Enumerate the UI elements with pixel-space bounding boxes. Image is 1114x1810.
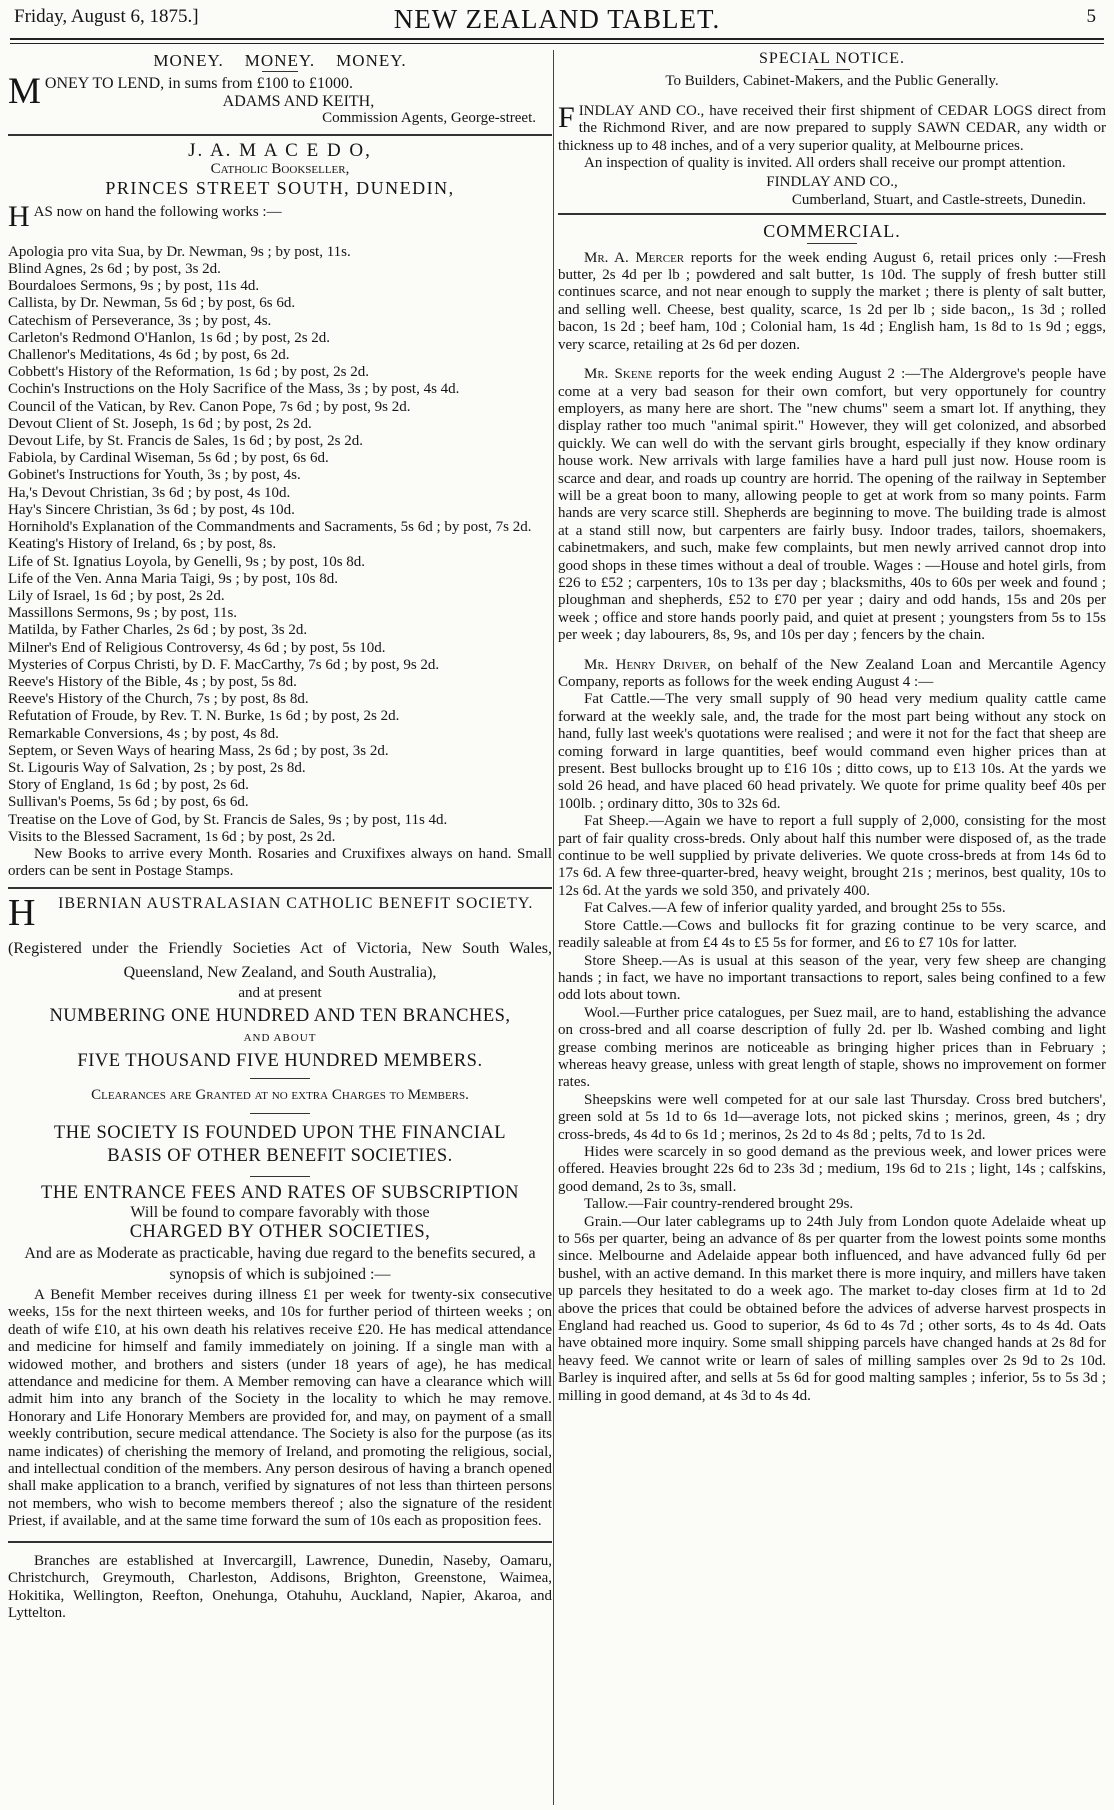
right-column: [558, 50, 1106, 1405]
has-line: [8, 202, 552, 230]
short-rule: [250, 1078, 310, 1079]
book-entry: Reeve's History of the Church, 7s ; by post, 8s 8d.: [8, 691, 309, 708]
section-rule: [8, 134, 552, 136]
special-notice-title: SPECIAL NOTICE.: [759, 50, 905, 67]
book-entry: Hay's Sincere Christian, 3s 6d ; by post, 4s 10d.: [8, 501, 295, 518]
book-entry: Milner's End of Religious Controversy, 4s 6d ; by post, 5s 10d.: [8, 639, 386, 656]
moderate-note: And are as Moderate as practicable, having due regard to the benefits secured, a synopsis of which is subjoined :—: [24, 1245, 536, 1284]
book-entry: Fabiola, by Cardinal Wiseman, 5s 6d ; by post, 6s 6d.: [8, 450, 329, 467]
book-entry: Gobinet's Instructions for Youth, 3s ; by post, 4s.: [8, 467, 301, 484]
numbering-branches: NUMBERING ONE HUNDRED AND TEN BRANCHES,: [49, 1006, 511, 1027]
members-count: FIVE THOUSAND FIVE HUNDRED MEMBERS.: [77, 1050, 483, 1071]
macedo-trade: Catholic Bookseller,: [210, 161, 350, 178]
book-entry: Reeve's History of the Bible, 4s ; by post, 5s 8d.: [8, 673, 297, 690]
and-about: AND ABOUT: [243, 1031, 317, 1044]
money-firm-sub: Commission Agents, George-street.: [322, 110, 536, 127]
book-entry: Refutation of Froude, by Rev. T. N. Burke, 1s 6d ; by post, 2s 2d.: [8, 708, 400, 725]
society-founded: THE SOCIETY IS FOUNDED UPON THE FINANCIAL BASIS OF OTHER BENEFIT SOCIETIES.: [53, 1122, 507, 1166]
book-entry: Sullivan's Poems, 5s 6d ; by post, 6s 6d.: [8, 794, 249, 811]
fat-calves: Fat Calves.—A few of inferior quality yarded, and brought 25s to 55s.: [584, 900, 1006, 917]
findlay-advert: [558, 103, 1106, 155]
short-rule: [807, 243, 857, 244]
findlay-signature: FINDLAY AND CO.,: [766, 174, 898, 191]
book-entry: Visits to the Blessed Sacrament, 1s 6d ; by post, 2s 2d.: [8, 828, 336, 845]
money-firm: ADAMS AND KEITH,: [222, 92, 375, 110]
hibernian-heading: [8, 895, 552, 929]
book-entry: Mysteries of Corpus Christi, by D. F. MacCarthy, 7s 6d ; by post, 9s 2d.: [8, 656, 440, 673]
book-entry: Massillons Sermons, 9s ; by post, 11s.: [8, 605, 238, 622]
left-column: [8, 50, 552, 1622]
findlay-address: Cumberland, Stuart, and Castle-streets, Dunedin.: [791, 191, 1086, 208]
hibernian-title: IBERNIAN AUSTRALASIAN CATHOLIC BENEFIT SOCIETY.: [58, 894, 534, 912]
book-entry: Devout Client of St. Joseph, 1s 6d ; by post, 2s 2d.: [8, 415, 312, 432]
book-entry: Ha,'s Devout Christian, 3s 6d ; by post, 4s 10d.: [8, 484, 291, 501]
and-at-present: and at present: [238, 984, 322, 1001]
money-header: MONEY. MONEY. MONEY.: [153, 51, 407, 70]
grain-report: Grain.—Our later cablegrams up to 24th July from London quote Adelaide wheat up to 56s per quarter, being an advance of 8s per quarter from the lowest points some months since. Melbourne and Adelaide appear both influenced, and have advanced fully 6d per bushel, with an active demand. In this market there is more inquiry, and millers have taken up parcels they hesitated to do a week ago. The market to-day closes firm at 1d to 2d above the prices that could be obtained before the advices of adverse harvest prospects in England had reached us. Good to superior, 4s 6d to 4s 7d ; other sorts, 4s to 4s 4d. Oats have obtained more inquiry. Some small shipping parcels have changed hands at 2s 8d for heavy feed. We cannot write or learn of sales of milling samples over 2s 9d to 2s 10d. Barley is inquired after, and sells at 5s 6d for good malting samples ; inferior, 5s to 5s 3d ; milling in good demand, at 4s 3d to 4s 4d.: [558, 1213, 1106, 1404]
book-entry: Matilda, by Father Charles, 2s 6d ; by post, 3s 2d.: [8, 622, 308, 639]
driver-name: Mr. Henry Driver,: [584, 656, 711, 673]
wool-report: Wool.—Further price catalogues, per Suez mail, are to hand, establishing the advance on cross-bred and all coarse description of fully 2d. per lb. Washed combing and light grease combing merinos are noticeable as bringing higher prices than in February ; whereas heavy grease, unless with great length of staple, shows no improvement on former rates.: [558, 1004, 1106, 1091]
book-entry: Carleton's Redmond O'Hanlon, 1s 6d ; by post, 2s 2d.: [8, 329, 331, 346]
clearances-note: Clearances are Granted at no extra Charges to Members.: [91, 1087, 469, 1104]
money-body: ONEY TO LEND, in sums from £100 to £1000.: [44, 75, 354, 93]
book-entry: Devout Life, by St. Francis de Sales, 1s 6d ; by post, 2s 2d.: [8, 433, 363, 450]
short-rule: [250, 1176, 310, 1177]
book-entry: Blind Agnes, 2s 6d ; by post, 3s 2d.: [8, 261, 221, 278]
fat-cattle: Fat Cattle.—The very small supply of 90 head very medium quality cattle came forward at the weekly sale, and, the trade for the most part being without any stock on hand, fully last week's quotations were realised ; and were it not for the fact that sheep are coming forward in large quantities, beef would command even higher prices than at present. Best bullocks brought up to £16 10s ; ditto cows, up to £13 10s. At the yards we sold 26 head, and have placed 60 head privately. We quote for prime quality beef 40s per 100lb. ; ordinary ditto, 30s to 32s 6d.: [558, 691, 1106, 812]
benefit-text: A Benefit Member receives during illness £1 per week for twenty-six consecutive weeks, 15s for the next thirteen weeks, and 10s for further period of thirteen weeks ; on death of wife £10, at his own death his relatives receive £20. He has medical attendance and medicine for himself and family immediately on joining. If a single man with a widowed mother, and brothers and sisters (under 18 years of age), he has medical attendance and medicine for them. A Member removing can have a clearance which will admit him into any branch of the Society in the locality to which he may remove. Honorary and Life Honorary Members are provided for, and may, on payment of a small weekly contribution, secure medical attendance. The Society is also for the purpose (as its name indicates) of cherishing the memory of Ireland, and promoting the religious, social, and intellectual condition of the members. Any person desirous of having a branch opened shall make application to a branch, verified by signatures of not less than thirteen persons not members, who wish to become members thereof ; also the signature of the resident Priest, if available, and at the same time forward the sum of 10s each as proposition fees.: [8, 1287, 552, 1530]
book-entry: St. Ligouris Way of Salvation, 2s ; by post, 2s 8d.: [8, 759, 306, 776]
to-builders: To Builders, Cabinet-Makers, and the Public Generally.: [665, 73, 999, 90]
masthead-rule: [10, 38, 1104, 40]
sheepskins-report: Sheepskins were well competed for at our sale last Thursday. Cross bred butchers', green sold at 5s 1d to 6s 1d—average lots, not picked skins ; merinos, green, 4s ; dry cross-breds, 4s 4d to 6s 1d ; merinos, 2s 2d to 4s 8d ; pelts, 7d to 1s 2d.: [558, 1091, 1106, 1143]
store-sheep: Store Sheep.—As is usual at this season of the year, very few sheep are changing hands ; in fact, we have no important transactions to report, sales being confined to a few odd lots about town.: [558, 952, 1106, 1004]
entrance-fees: THE ENTRANCE FEES AND RATES OF SUBSCRIPTION: [41, 1182, 519, 1203]
fat-sheep: Fat Sheep.—Again we have to report a full supply of 2,000, consisting for the most part of fair quality cross-breds. Only about half this number were disposed of, as the trade continue to be well supplied by private deliveries. We quote cross-breds at from 14s 6d to 17s 6d. A few three-quarter-bred, heavy weight, brought 21s ; merinos, best quality, 10s to 12s 6d. At the yards we sold 350, and privately 400.: [558, 813, 1106, 899]
commercial-heading: COMMERCIAL.: [763, 221, 901, 242]
inspection-text: An inspection of quality is invited. All orders shall receive our prompt attention.: [584, 155, 1066, 172]
mercer-name: Mr. A. Mercer: [584, 249, 685, 266]
skene-name: Mr. Skene: [584, 366, 653, 383]
section-rule: [8, 887, 552, 889]
book-entry: Apologia pro vita Sua, by Dr. Newman, 9s ; by post, 11s.: [8, 243, 351, 260]
mercer-text: reports for the week ending August 6, retail prices only :—Fresh butter, 2s 4d per lb ; powdered and salt butter, 1s 10d. The supply of fresh butter still continues scarce, and not near enough to supply the market ; there is plenty of salt butter, and selling well. Cheese, best quality, scarce, 1s 2d per lb ; side bacon,, 1s 3d ; rolled bacon, 1s 2d ; beef ham, 10d ; Colonial ham, 1s 4d ; English ham, 1s 8d to 1s 9d ; eggs, very scarce, retailing at 2s 6d per dozen.: [558, 249, 1107, 353]
hides-report: Hides were scarcely in so good demand as the previous week, and lower prices were offered. Heavies brought 22s 6d to 23s 3d ; medium, 19s 6d to 21s ; light, 14s ; calfskins, good demand, 2s to 3s, small.: [558, 1143, 1106, 1195]
book-entry: Remarkable Conversions, 4s ; by post, 4s 8d.: [8, 725, 279, 742]
book-entry: Life of St. Ignatius Loyola, by Genelli, 9s ; by post, 10s 8d.: [8, 553, 366, 570]
books-list: [8, 244, 552, 846]
masthead-rule-thin: [10, 43, 1104, 44]
column-divider: [553, 50, 554, 1805]
skene-text: reports for the week ending August 2 :—The Aldergrove's people have come at a very bad season for their own comfort, but very opportunely for country employers, as many here are short. The "new chums" seem a smart lot. If anything, they display rather too much "animal spirit." However, they will get colonized, and absorbed quickly. We can well do with the servant girls brought, especially if they know ordinary house work. New arrivals with large families have a hard pull just now. House room is scarce and dear, and roads up country are horrid. The opening of the railway in September will be a great boon to many, allowing people to get at work from so many points. Farm hands are very scarce still. Shepherds are beginning to move. The building trade is almost at a stand still now, but carpenters are fairly busy. Indoor trades, tailors, shoemakers, cabinetmakers, and such, make few complaints, but men newly arrived cannot drop into good shops in these times without a deal of trouble. Wages : —House and hotel girls, from £26 to £52 ; carpenters, 10s to 13s per day ; blacksmiths, 40s to 60s per week and found ; ploughman and shepherds, £52 to £70 per year ; dairy and odd hands, 15s and 20s per week ; office and store hands poorly paid, and quiet at present ; youngsters from 5s to 15s per week ; day labourers, 8s, 9s, and 10s per day ; fencers by the chain.: [558, 366, 1107, 644]
book-entry: Bourdaloes Sermons, 9s ; by post, 11s 4d.: [8, 278, 260, 295]
driver-report: [558, 657, 1106, 692]
hibernian-dropcap: H: [8, 894, 36, 929]
book-entry: Hornihold's Explanation of the Commandments and Sacraments, 5s 6d ; by post, 7s 2d.: [8, 519, 532, 536]
book-entry: Story of England, 1s 6d ; by post, 2s 6d.: [8, 777, 249, 794]
tallow-report: Tallow.—Fair country-rendered brought 29s.: [584, 1196, 854, 1213]
will-be-found: Will be found to compare favorably with those: [130, 1204, 430, 1222]
book-entry: Life of the Ven. Anna Maria Taigi, 9s ; by post, 10s 8d.: [8, 570, 339, 587]
books-footer: New Books to arrive every Month. Rosaries and Cruxifixes always on hand. Small orders can be sent in Postage Stamps.: [8, 845, 552, 880]
book-entry: Catechism of Perseverance, 3s ; by post, 4s.: [8, 312, 272, 329]
mercer-report: [558, 250, 1106, 354]
macedo-address: PRINCES STREET SOUTH, DUNEDIN,: [105, 178, 455, 199]
has-dropcap: H: [8, 201, 30, 230]
book-entry: Cobbett's History of the Reformation, 1s 6d ; by post, 2s 2d.: [8, 364, 370, 381]
book-entry: Lily of Israel, 1s 6d ; by post, 2s 2d.: [8, 587, 225, 604]
money-advert: [8, 75, 552, 127]
book-entry: Challenor's Meditations, 4s 6d ; by post, 6s 2d.: [8, 347, 290, 364]
store-cattle: Store Cattle.—Cows and bullocks fit for grazing continue to be very scarce, and readily saleable at from £4 4s to £5 5s for former, and £6 to £7 10s for latter.: [558, 917, 1106, 952]
findlay-dropcap: F: [558, 102, 575, 134]
book-entry: Council of the Vatican, by Rev. Canon Pope, 7s 6d ; by post, 9s 2d.: [8, 398, 411, 415]
section-rule: [8, 1541, 552, 1543]
short-rule: [250, 1113, 310, 1114]
money-dropcap: M: [8, 75, 41, 113]
book-entry: Treatise on the Love of God, by St. Francis de Sales, 9s ; by post, 11s 4d.: [8, 811, 448, 828]
charged-by-others: CHARGED BY OTHER SOCIETIES,: [129, 1221, 431, 1242]
skene-report: [558, 366, 1106, 645]
book-entry: Keating's History of Ireland, 6s ; by post, 8s.: [8, 536, 277, 553]
issue-date: Friday, August 6, 1875.]: [14, 6, 199, 27]
short-rule: [814, 69, 850, 70]
page-number: 5: [1086, 6, 1096, 27]
findlay-text: INDLAY AND CO., have received their first shipment of CEDAR LOGS direct from the Richmond River, and are now prepared to supply SAWN CEDAR, any width or thickness up to 48 inches, and of a very superior quality, at Melbourne prices.: [558, 102, 1106, 154]
macedo-name: J. A. M A C E D O,: [188, 139, 372, 161]
driver-text: on behalf of the New Zealand Loan and Mercantile Agency Company, reports as follows for the week ending August 4 :—: [558, 656, 1106, 690]
book-entry: Septem, or Seven Ways of hearing Mass, 2s 6d ; by post, 3s 2d.: [8, 742, 389, 759]
registered-note: (Registered under the Friendly Societies Act of Victoria, New South Wales, Queensland, New Zealand, and South Australia),: [8, 939, 552, 981]
branches-text: Branches are established at Invercargill, Lawrence, Dunedin, Naseby, Oamaru, Christchurch, Greymouth, Charleston, Addisons, Brighton, Greenstone, Waimea, Hokitika, Wellington, Reefton, Onehunga, Otahuhu, Auckland, Napier, Akaroa, and Lyttelton.: [8, 1552, 552, 1621]
short-rule: [262, 71, 298, 72]
section-rule: [558, 213, 1106, 215]
newspaper-title: NEW ZEALAND TABLET.: [393, 4, 721, 34]
masthead: [14, 4, 1100, 34]
book-entry: Callista, by Dr. Newman, 5s 6d ; by post, 6s 6d.: [8, 295, 296, 312]
book-entry: Cochin's Instructions on the Holy Sacrifice of the Mass, 3s ; by post, 4s 4d.: [8, 381, 460, 398]
has-text: AS now on hand the following works :—: [33, 203, 282, 220]
